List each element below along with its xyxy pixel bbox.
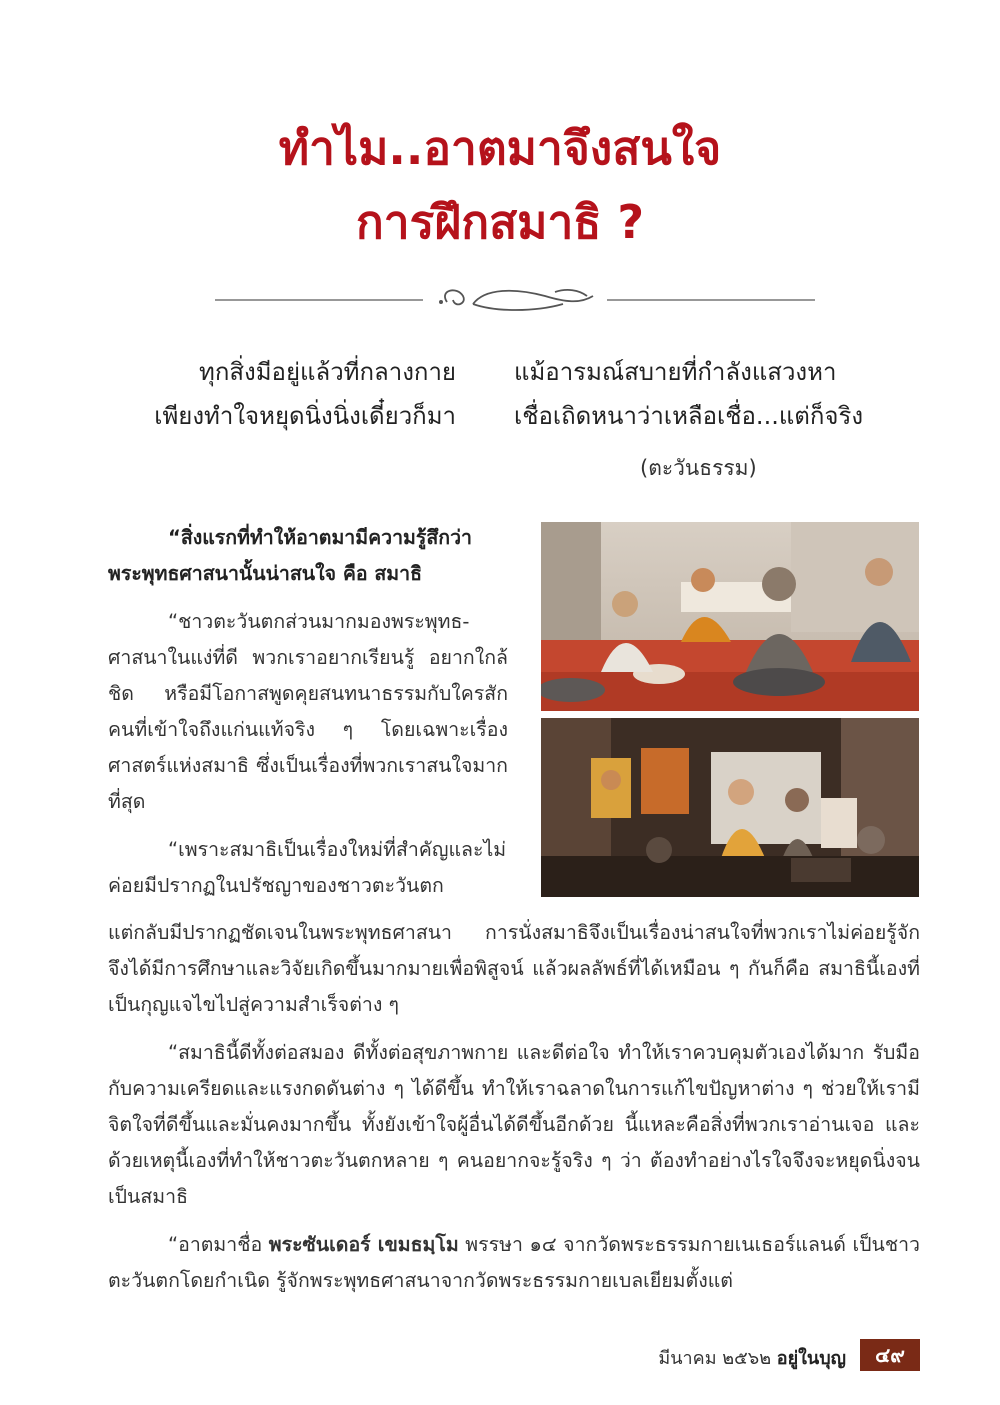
- page-number: ๔๙: [860, 1339, 920, 1371]
- article-full-width: [108, 915, 920, 1311]
- footer-issue: [658, 1343, 846, 1372]
- poem-right-line1: แม้อารมณ์สบายที่กำลังแสวงหา: [514, 358, 837, 386]
- poem-left-line1: ทุกสิ่งมีอยู่แล้วที่กลางกาย: [199, 358, 456, 386]
- article-title-line2: การฝึกสมาธิ ?: [355, 195, 645, 249]
- page-footer: [600, 1339, 920, 1373]
- paragraph-self-intro: [108, 1227, 920, 1299]
- self-intro-rest: พรรษา ๑๔ จากวัดพระธรรมกายเนเธอร์แลนด์ เป็นชาวตะวันตกโดยกำเนิด รู้จักพระพุทธศาสนาจากวัดพระธรรมกายเบลเยียมตั้งแต่: [108, 1233, 920, 1292]
- footer-date: มีนาคม ๒๕๖๒: [658, 1348, 777, 1369]
- footer-magazine: อยู่ในบุญ: [776, 1348, 846, 1369]
- paragraph-meditation-new: “เพราะสมาธิเป็นเรื่องใหม่ที่สำคัญและไม่ค่อยมีปรากฏในปรัชญาของชาวตะวันตก: [108, 838, 507, 897]
- poem-right-stanza: [514, 350, 934, 438]
- poem-right-line2: เชื่อเถิดหนาว่าเหลือเชื่อ...แต่ก็จริง: [514, 402, 864, 430]
- paragraph-westerners: “ชาวตะวันตกส่วนมากมองพระพุทธ-ศาสนาในแง่ที่ดี พวกเราอยากเรียนรู้ อยากใกล้ชิด หรือมีโอกาสพูดคุยสนทนาธรรมกับใครสักคนที่เข้าใจถึงแก่นแท้จริง ๆ โดยเฉพาะเรื่องศาสตร์แห่งสมาธิ ซึ่งเป็นเรื่องที่พวกเราสนใจมากที่สุด: [108, 610, 508, 813]
- paragraph-meditation-continued: แต่กลับมีปรากฏชัดเจนในพระพุทธศาสนา การนั่งสมาธิจึงเป็นเรื่องน่าสนใจที่พวกเราไม่ค่อยรู้จัก จึงได้มีการศึกษาและวิจัยเกิดขึ้นมากมายเพื่อพิสูจน์ แล้วผลลัพธ์ที่ได้เหมือน ๆ กันก็คือ สมาธินี้เองที่เป็นกุญแจไขไปสู่ความสำเร็จต่าง ๆ: [108, 921, 920, 1016]
- paragraph-benefits: “สมาธินี้ดีทั้งต่อสมอง ดีทั้งต่อสุขภาพกาย และดีต่อใจ ทำให้เราควบคุมตัวเองได้มาก รับมือกับความเครียดและแรงกดดันต่าง ๆ ได้ดีขึ้น ทำให้เราฉลาดในการแก้ไขปัญหาต่าง ๆ ช่วยให้เรามีจิตใจที่ดีขึ้นและมั่นคงมากขึ้น ทั้งยังเข้าใจผู้อื่นได้ดีขึ้นอีกด้วย นี้แหละคือสิ่งที่พวกเราอ่านเจอ และด้วยเหตุนี้เองที่ทำให้ชาวตะวันตกหลาย ๆ คนอยากจะรู้จริง ๆ ว่า ต้องทำอย่างไรใจจึงจะหยุดนิ่งจนเป็นสมาธิ: [108, 1041, 920, 1208]
- ornament-divider: [215, 282, 815, 318]
- poem-left-line2: เพียงทำใจหยุดนิ่งนิ่งเดี๋ยวก็มา: [154, 402, 456, 430]
- poem-left-stanza: [0, 350, 456, 438]
- paragraph-intro: “สิ่งแรกที่ทำให้อาตมามีความรู้สึกว่า พระพุทธศาสนานั้นน่าสนใจ คือ สมาธิ: [108, 526, 472, 585]
- poem-author: (ตะวันธรรม): [640, 456, 757, 480]
- article-title-line1: ทำไม..อาตมาจึงสนใจ: [278, 121, 722, 175]
- meditation-class-photo: [541, 522, 919, 711]
- temple-gathering-photo: [541, 718, 919, 897]
- monk-name: พระซันเดอร์ เขมธมฺโม: [268, 1233, 459, 1256]
- self-intro-prefix: “อาตมาชื่อ: [168, 1233, 269, 1256]
- article-column-left: [108, 520, 508, 904]
